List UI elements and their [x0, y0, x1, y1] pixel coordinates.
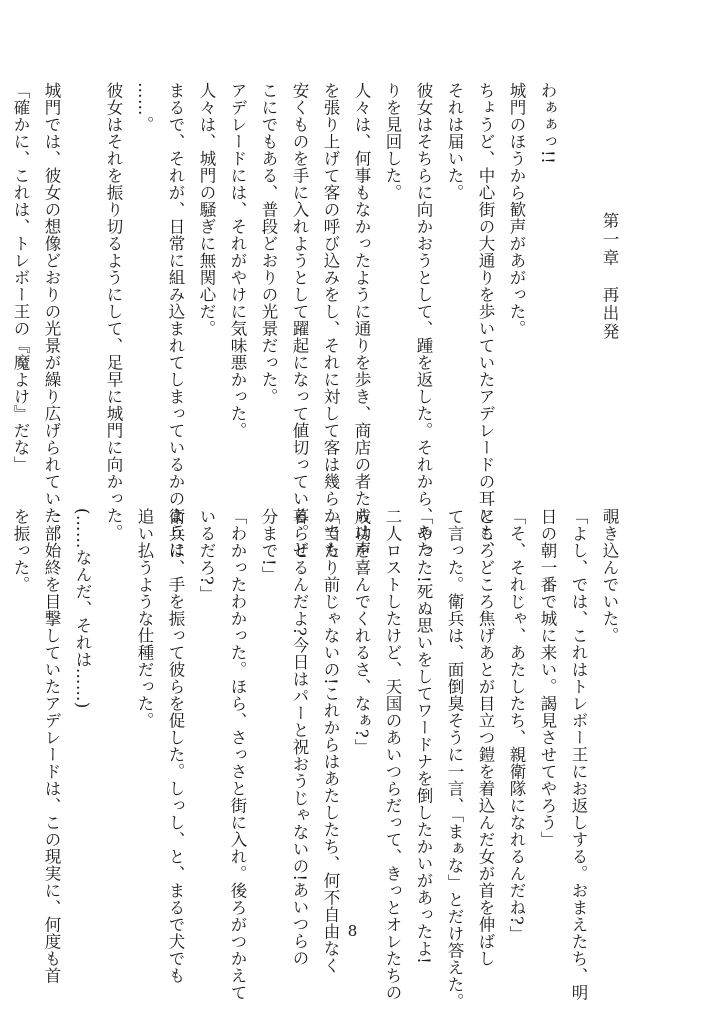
text-line: ……。 [135, 82, 154, 133]
spacer [563, 82, 594, 486]
text-line: 覗き込んでいた。 [600, 508, 619, 644]
text-line [0, 508, 5, 912]
text-line: 「そ、それじゃ、あたしたち、親衛隊になれるんだね?」 [507, 508, 526, 943]
text-line: まるで、それが、日常に組み込まれてしまっているかのように [166, 82, 185, 558]
chapter-title: 第一章 再出発 [600, 212, 619, 342]
text-line: 「当たり前じゃないの!これからはあたしたち、何不自由なく [321, 508, 340, 975]
text-line: いるだろ?」 [197, 508, 216, 603]
text-line: 「確かに、これは、トレボー王の『魔よけ』だな」 [11, 82, 30, 473]
text-line: 彼女はそれを振り切るようにして、足早に城門に向かった。 [104, 82, 123, 541]
text-line: 彼女はそちらに向かおうとして、踵を返した。それから、あた [414, 82, 433, 558]
text-line: 二人ロストしたけど、天国のあいつらだって、きっとオレたちの [383, 508, 402, 1001]
text-line: こにでもある、普段どおりの光景だった。 [259, 82, 278, 405]
text-line: 衛兵は、手を振って彼らを促した。しっし、と、まるで犬でも [166, 508, 185, 984]
text-line: 「やった!死ぬ思いをしてワードナを倒したかいがあったよ! [414, 508, 433, 965]
text-line: わぁぁっ!! [538, 82, 557, 165]
text-line [0, 82, 5, 486]
text-line: て言った。衛兵は、面倒臭そうに一言、「まぁな」とだけ答えた。 [445, 508, 464, 1010]
text-line: 暮らせるんだよ?今日はパーと祝おうじゃないの!あいつらの [290, 508, 309, 967]
text-line: 成功を喜んでくれるさ、なぁ?」 [352, 508, 371, 756]
text-line: りを見回した。 [383, 82, 402, 201]
text-column-bottom [11, 508, 625, 1010]
spacer [98, 508, 129, 912]
page-number: 8 [347, 922, 358, 940]
text-line: アデレードには、それがやけに気味悪かった。 [228, 82, 247, 439]
text-line: 人々は、城門の騒ぎに無関心だ。 [197, 82, 216, 337]
text-line: 日の朝一番で城に来い。謁見させてやろう」 [538, 508, 557, 848]
text-line: を振った。 [11, 508, 30, 593]
text-line: 「よし、では、これはトレボー王にお返しする。おまえたち、明 [569, 508, 588, 1001]
text-line: 城門では、彼女の想像どおりの光景が繰り広げられていた。 [42, 82, 61, 541]
text-line: ちょうど、中心街の大通りを歩いていたアデレードの耳にも、 [476, 82, 495, 558]
text-line: 追い払うような仕種だった。 [135, 508, 154, 729]
text-line: 「わかったわかった。ほら、さっさと街に入れ。後ろがつかえて [228, 508, 247, 1001]
text-line: を張り上げて客の呼び込みをし、それに対して客は幾らかでも [321, 82, 340, 558]
text-line: 安くものを手に入れようとして躍起になって値切っている。ど [290, 82, 309, 558]
text-line: 一部始終を目撃していたアデレードは、この現実に、何度も首 [42, 508, 61, 984]
text-line: それは届いた。 [445, 82, 464, 201]
text-line: 分まで!」 [259, 508, 278, 584]
text-line: (……なんだ、それは……) [73, 508, 92, 709]
spacer [67, 82, 98, 486]
text-line: ところどころ焦げあとが目立つ鎧を着込んだ女が首を伸ばし [476, 508, 495, 967]
text-line: 人々は、何事もなかったように通りを歩き、商店の者たちは声 [352, 82, 371, 558]
text-line: 城門のほうから歓声があがった。 [507, 82, 526, 337]
